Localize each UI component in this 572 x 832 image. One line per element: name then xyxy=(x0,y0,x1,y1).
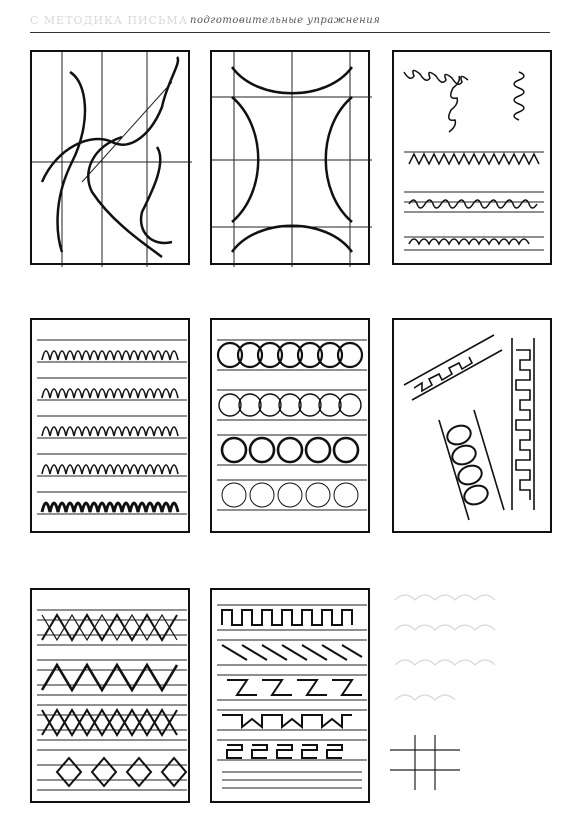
figure-1 xyxy=(30,50,190,265)
figure-3-drawing xyxy=(394,52,554,267)
figure-4-drawing xyxy=(32,320,192,535)
header-ghost-text: С МЕТОДИКА ПИСЬМА xyxy=(30,14,189,27)
figure-9-drawing xyxy=(385,580,515,730)
figure-7-drawing xyxy=(32,590,192,805)
figure-6-drawing xyxy=(394,320,554,535)
page-header xyxy=(30,10,550,34)
figure-8-drawing xyxy=(212,590,372,805)
figure-5-drawing xyxy=(212,320,372,535)
page-title: подготовительные упражнения xyxy=(190,15,381,26)
figure-4 xyxy=(30,318,190,533)
figure-2-drawing xyxy=(212,52,372,267)
figure-1-drawing xyxy=(32,52,192,267)
header-rule xyxy=(30,32,550,33)
figure-6 xyxy=(392,318,552,533)
figure-9 xyxy=(385,580,515,730)
figure-2 xyxy=(210,50,370,265)
figure-7 xyxy=(30,588,190,803)
figure-8 xyxy=(210,588,370,803)
figure-10 xyxy=(390,735,460,795)
figure-5 xyxy=(210,318,370,533)
figure-10-drawing xyxy=(390,735,460,795)
figure-3 xyxy=(392,50,552,265)
